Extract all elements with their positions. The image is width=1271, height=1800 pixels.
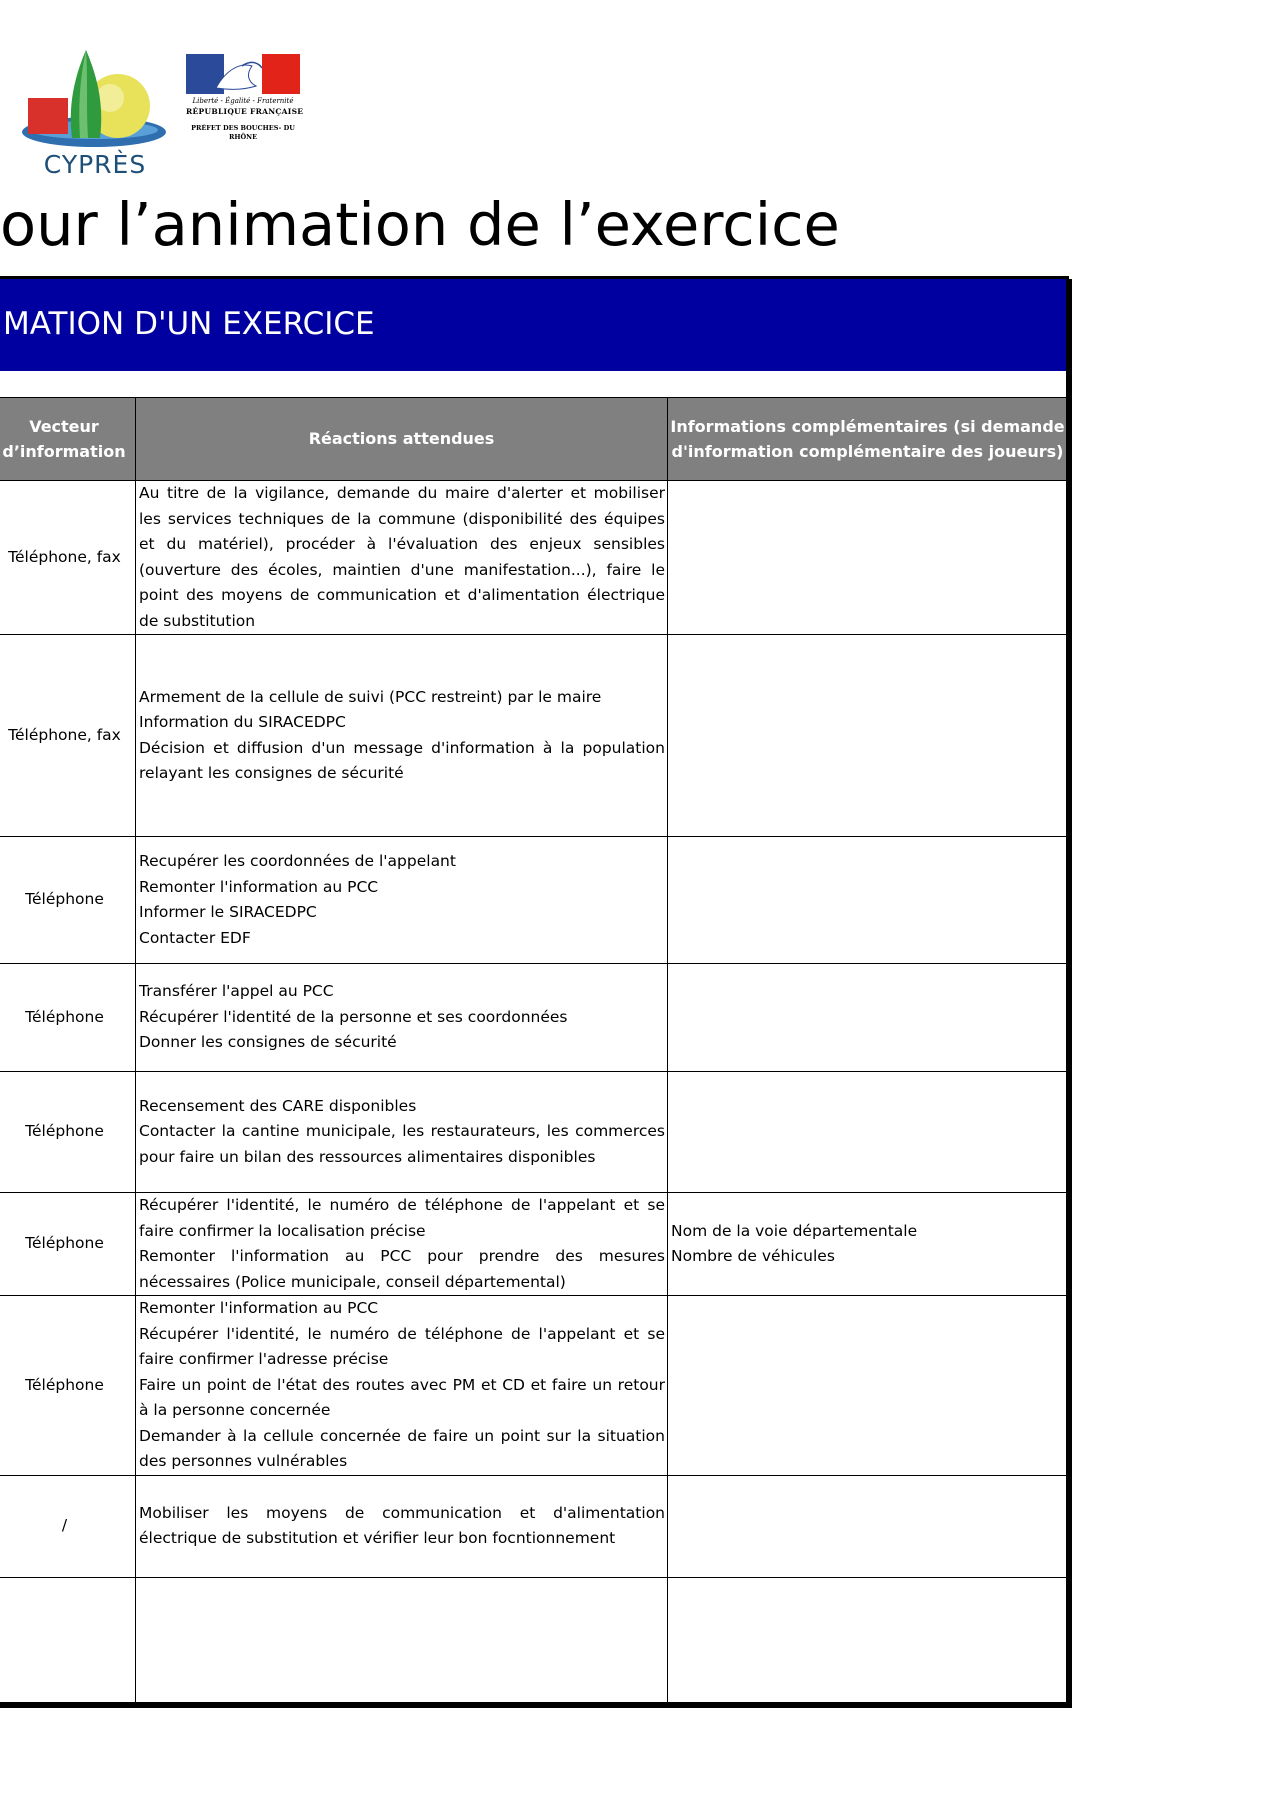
cypres-emblem-icon bbox=[10, 48, 170, 153]
cell-infos bbox=[668, 635, 1068, 837]
table-row bbox=[0, 1475, 1068, 1577]
table-row bbox=[0, 837, 1068, 964]
cell-infos bbox=[668, 1193, 1068, 1296]
reaction-line: Contacter EDF bbox=[139, 928, 251, 947]
cell-reactions bbox=[136, 1072, 668, 1193]
cell-vecteur bbox=[0, 1577, 136, 1703]
cell-vecteur: Téléphone bbox=[0, 1193, 136, 1296]
cell-vecteur: Téléphone bbox=[0, 837, 136, 964]
reaction-line: Recensement des CARE disponibles bbox=[139, 1096, 417, 1115]
reaction-line: Au titre de la vigilance, demande du maire d'alerter et mobiliser les services techniques de la commune (disponibilité des équipes et du matériel), procéder à l'évaluation des enjeux sensibles (ouverture des écoles, maintien d'une manifestation...), faire le point des moyens de communication et d'alimentation électrique de substitution bbox=[139, 484, 665, 630]
cell-infos bbox=[668, 481, 1068, 635]
table-row bbox=[0, 1193, 1068, 1296]
cell-vecteur: / bbox=[0, 1475, 136, 1577]
cypres-logo-text: CYPRÈS bbox=[43, 150, 147, 179]
cell-infos bbox=[668, 964, 1068, 1072]
exercise-table bbox=[0, 397, 1068, 1704]
cell-infos bbox=[668, 1072, 1068, 1193]
reaction-line: Remonter l'information au PCC bbox=[139, 877, 379, 896]
prefet-republique: RÉPUBLIQUE FRANÇAISE bbox=[186, 107, 304, 116]
reaction-line: Informer le SIRACEDPC bbox=[139, 903, 317, 921]
sheet-banner: MATION D'UN EXERCICE bbox=[0, 279, 1066, 371]
reaction-line: Décision et diffusion d'un message d'information à la population relayant les consignes de sécurité bbox=[139, 738, 665, 782]
cell-infos bbox=[668, 1296, 1068, 1476]
cell-reactions bbox=[136, 635, 668, 837]
info-line: Nombre de véhicules bbox=[671, 1247, 835, 1265]
reaction-line: Transférer l'appel au PCC bbox=[139, 982, 334, 1001]
reaction-line: Armement de la cellule de suivi (PCC restreint) par le maire bbox=[139, 687, 602, 706]
reaction-line: Information du SIRACEDPC bbox=[139, 713, 346, 731]
table-row bbox=[0, 1072, 1068, 1193]
exercise-sheet bbox=[0, 276, 1069, 1705]
cell-reactions bbox=[136, 1475, 668, 1577]
reaction-line: Donner les consignes de sécurité bbox=[139, 1033, 397, 1052]
reaction-line: Récupérer l'identité, le numéro de téléphone de l'appelant et se faire confirmer la localisation précise bbox=[139, 1196, 665, 1240]
cell-reactions bbox=[136, 1296, 668, 1476]
table-row bbox=[0, 1296, 1068, 1476]
cell-infos bbox=[668, 1475, 1068, 1577]
table-row bbox=[0, 1577, 1068, 1703]
reaction-line: Récupérer l'identité de la personne et ses coordonnées bbox=[139, 1007, 568, 1026]
reaction-line: Demander à la cellule concernée de faire un point sur la situation des personnes vulnérables bbox=[139, 1426, 665, 1470]
prefet-name: PRÉFET DES BOUCHES- DU RHÔNE bbox=[191, 124, 295, 141]
cell-vecteur: Téléphone, fax bbox=[0, 635, 136, 837]
prefet-logo bbox=[186, 54, 302, 154]
table-row bbox=[0, 481, 1068, 635]
cell-vecteur: Téléphone, fax bbox=[0, 481, 136, 635]
cell-reactions bbox=[136, 964, 668, 1072]
table-row bbox=[0, 635, 1068, 837]
cell-reactions bbox=[136, 837, 668, 964]
marianne-flag-icon bbox=[186, 54, 300, 94]
page-title: our l’animation de l’exercice bbox=[0, 190, 840, 259]
header-vecteur: Vecteur d’information bbox=[0, 398, 136, 481]
cell-vecteur: Téléphone bbox=[0, 1072, 136, 1193]
info-line: Nom de la voie départementale bbox=[671, 1221, 918, 1240]
cell-reactions bbox=[136, 481, 668, 635]
cell-vecteur: Téléphone bbox=[0, 964, 136, 1072]
reaction-line: Récupérer l'identité, le numéro de téléphone de l'appelant et se faire confirmer l'adresse précise bbox=[139, 1324, 665, 1368]
reaction-line: Contacter la cantine municipale, les restaurateurs, les commerces pour faire un bilan des ressources alimentaires disponibles bbox=[139, 1122, 665, 1166]
reaction-line: Faire un point de l'état des routes avec PM et CD et faire un retour à la personne concernée bbox=[139, 1375, 665, 1419]
cell-vecteur: Téléphone bbox=[0, 1296, 136, 1476]
reaction-line: Remonter l'information au PCC pour prendre des mesures nécessaires (Police municipale, conseil départemental) bbox=[139, 1247, 665, 1291]
cell-reactions bbox=[136, 1193, 668, 1296]
table-row bbox=[0, 964, 1068, 1072]
cypres-logo bbox=[10, 48, 170, 178]
header-reactions: Réactions attendues bbox=[136, 398, 668, 481]
reaction-line: Mobiliser les moyens de communication et d'alimentation électrique de substitution et vérifier leur bon focntionnement bbox=[139, 1503, 665, 1547]
cell-infos bbox=[668, 1577, 1068, 1703]
reaction-line: Remonter l'information au PCC bbox=[139, 1299, 379, 1317]
prefet-motto: Liberté - Égalité - Fraternité bbox=[192, 97, 294, 105]
reaction-line: Recupérer les coordonnées de l'appelant bbox=[139, 852, 456, 870]
table-header-row bbox=[0, 398, 1068, 481]
cell-infos bbox=[668, 837, 1068, 964]
header-infos: Informations complémentaires (si demande d'information complémentaire des joueurs) bbox=[668, 398, 1068, 481]
cell-reactions bbox=[136, 1577, 668, 1703]
